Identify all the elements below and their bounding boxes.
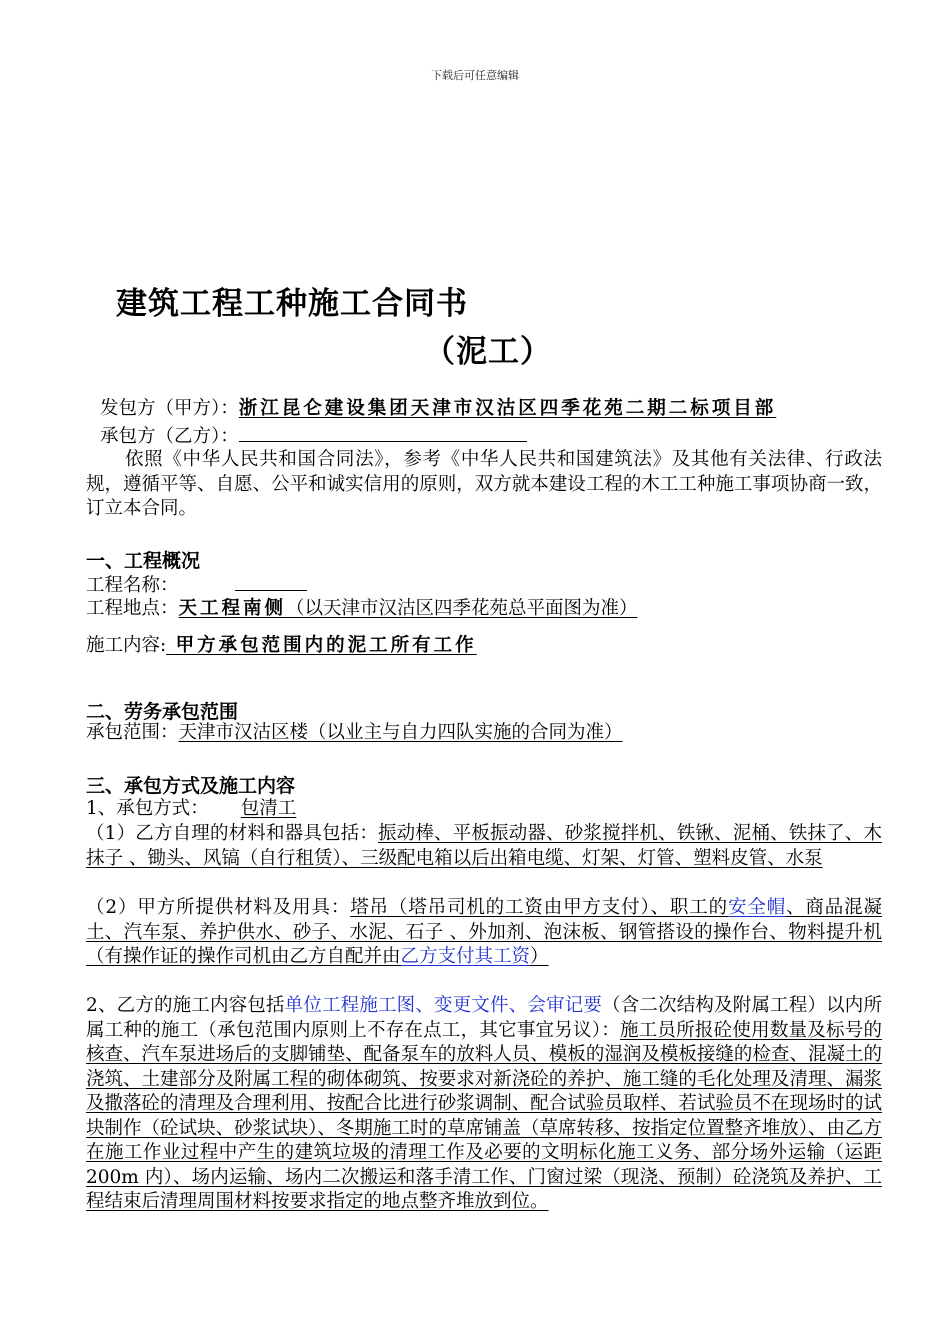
work-content-label: 施工内容: <box>86 635 167 656</box>
document-subtitle: （泥工） <box>424 334 552 370</box>
party-b-line <box>100 423 527 449</box>
header-note: 下载后可任意编辑 <box>431 69 519 82</box>
item2-paragraph <box>86 896 882 970</box>
item2-blue1: 安全帽 <box>728 897 787 918</box>
project-name-line <box>86 572 307 598</box>
item1-paragraph <box>86 822 882 871</box>
project-location-rest: （以天津市汉沽区四季花苑总平面图为准） <box>286 598 638 619</box>
party-b-blank <box>239 423 527 442</box>
item2-end: ） <box>530 946 549 967</box>
method-label: 1、承包方式： <box>86 798 209 819</box>
item3-blue: 单位工程施工图、变更文件、会审记要 <box>284 995 603 1016</box>
project-location-value <box>179 598 710 619</box>
project-location-line <box>86 597 710 621</box>
work-content-line <box>86 634 521 658</box>
section3-heading: 三、承包方式及施工内容 <box>86 775 296 797</box>
method-value <box>209 798 337 819</box>
intro-paragraph: 依照《中华人民共和国合同法》，参考《中华人民共和国建筑法》及其他有关法律、行政法规，遵循平等、自愿、公平和诚实信用的原则，双方就本建设工程的木工工种施工事项协商一致，订立本合同。 <box>86 449 882 519</box>
scope-value-text: 天津市汉沽区楼（以业主与自力四队实施的合同为准） <box>178 722 623 743</box>
party-b-label: 承包方（乙方）： <box>100 426 239 447</box>
item2-part2: 、商品混凝土、汽车泵、养护供水、砂子、水泥、石子 、外加剂、泡沫板、钢管搭设的操作台、物料提升机（有操作证的操作司机由乙方自配并由 <box>86 897 882 967</box>
item3-label: 2、乙方的施工内容包括 <box>86 995 285 1016</box>
party-a-line <box>100 397 776 421</box>
project-name-label: 工程名称： <box>86 575 179 596</box>
item3-value: 施工员所报砼使用数量及标号的核查、汽车泵进场后的支脚铺垫、配备泵车的放料人员、模板的湿润及模板接缝的检查、混凝土的浇筑、土建部分及附属工程的砌体砌筑、按要求对新浇砼的养护、施工缝的毛化处理及清理、漏浆及撒落砼的清理及合理利用、按配合比进行砂浆调制、配合试验员取样、若试验员不在现场时的试块制作（砼试块、砂浆试块）、冬期施工时的草席铺盖（草席转移、按指定位置整齐堆放）、由乙方在施工作业过程中产生的建筑垃圾的清理工作及必要的文明标化施工义务、部分场外运输（运距200m 内）、场内运输、场内二次搬运和落手清工作、门窗过梁（现浇、预制）砼浇筑及养护、工程结束后清理周围材料按要求指定的地点整齐堆放到位。 <box>86 1019 882 1212</box>
work-content-text: 甲方承包范围内的泥工所有工作 <box>166 635 477 656</box>
party-a-value: 浙江昆仑建设集团天津市汉沽区四季花苑二期二标项目部 <box>238 398 777 419</box>
method-line <box>86 797 336 821</box>
item3-mid: （含二次结构及附属工程）以内所属工种的施工（承包范围内原则上不存在点工，其它事宜另议）： <box>86 995 882 1041</box>
item3-paragraph <box>86 994 882 1215</box>
item2-blue2: 乙方支付其工资 <box>400 946 531 967</box>
section2-heading: 二、劳务承包范围 <box>86 701 239 723</box>
scope-value <box>179 722 631 743</box>
document-title: 建筑工程工种施工合同书 <box>116 286 468 322</box>
scope-line <box>86 721 631 745</box>
method-value-text: 包清工 <box>240 798 297 819</box>
project-name-blank <box>235 572 307 591</box>
item1-value: 振动棒、平板振动器、砂浆搅拌机、铁锹、泥桶、铁抹了、木抹子 、锄头、风镐（自行租赁）、三级配电箱以后出箱电缆、灯架、灯管、塑料皮管、水泵 <box>86 823 882 869</box>
work-content-value <box>166 635 520 656</box>
project-location-bold: 天工程南侧 <box>178 598 287 619</box>
item2-part1: 塔吊（塔吊司机的工资由甲方支付）、职工的 <box>350 897 728 918</box>
item2-label: （2）甲方所提供材料及用具： <box>86 897 351 918</box>
section1-heading: 一、工程概况 <box>86 550 201 572</box>
project-location-label: 工程地点： <box>86 598 179 619</box>
party-a-label: 发包方（甲方）： <box>100 398 239 419</box>
item1-label: （1）乙方自理的材料和器具包括： <box>86 823 379 844</box>
scope-label: 承包范围： <box>86 722 179 743</box>
